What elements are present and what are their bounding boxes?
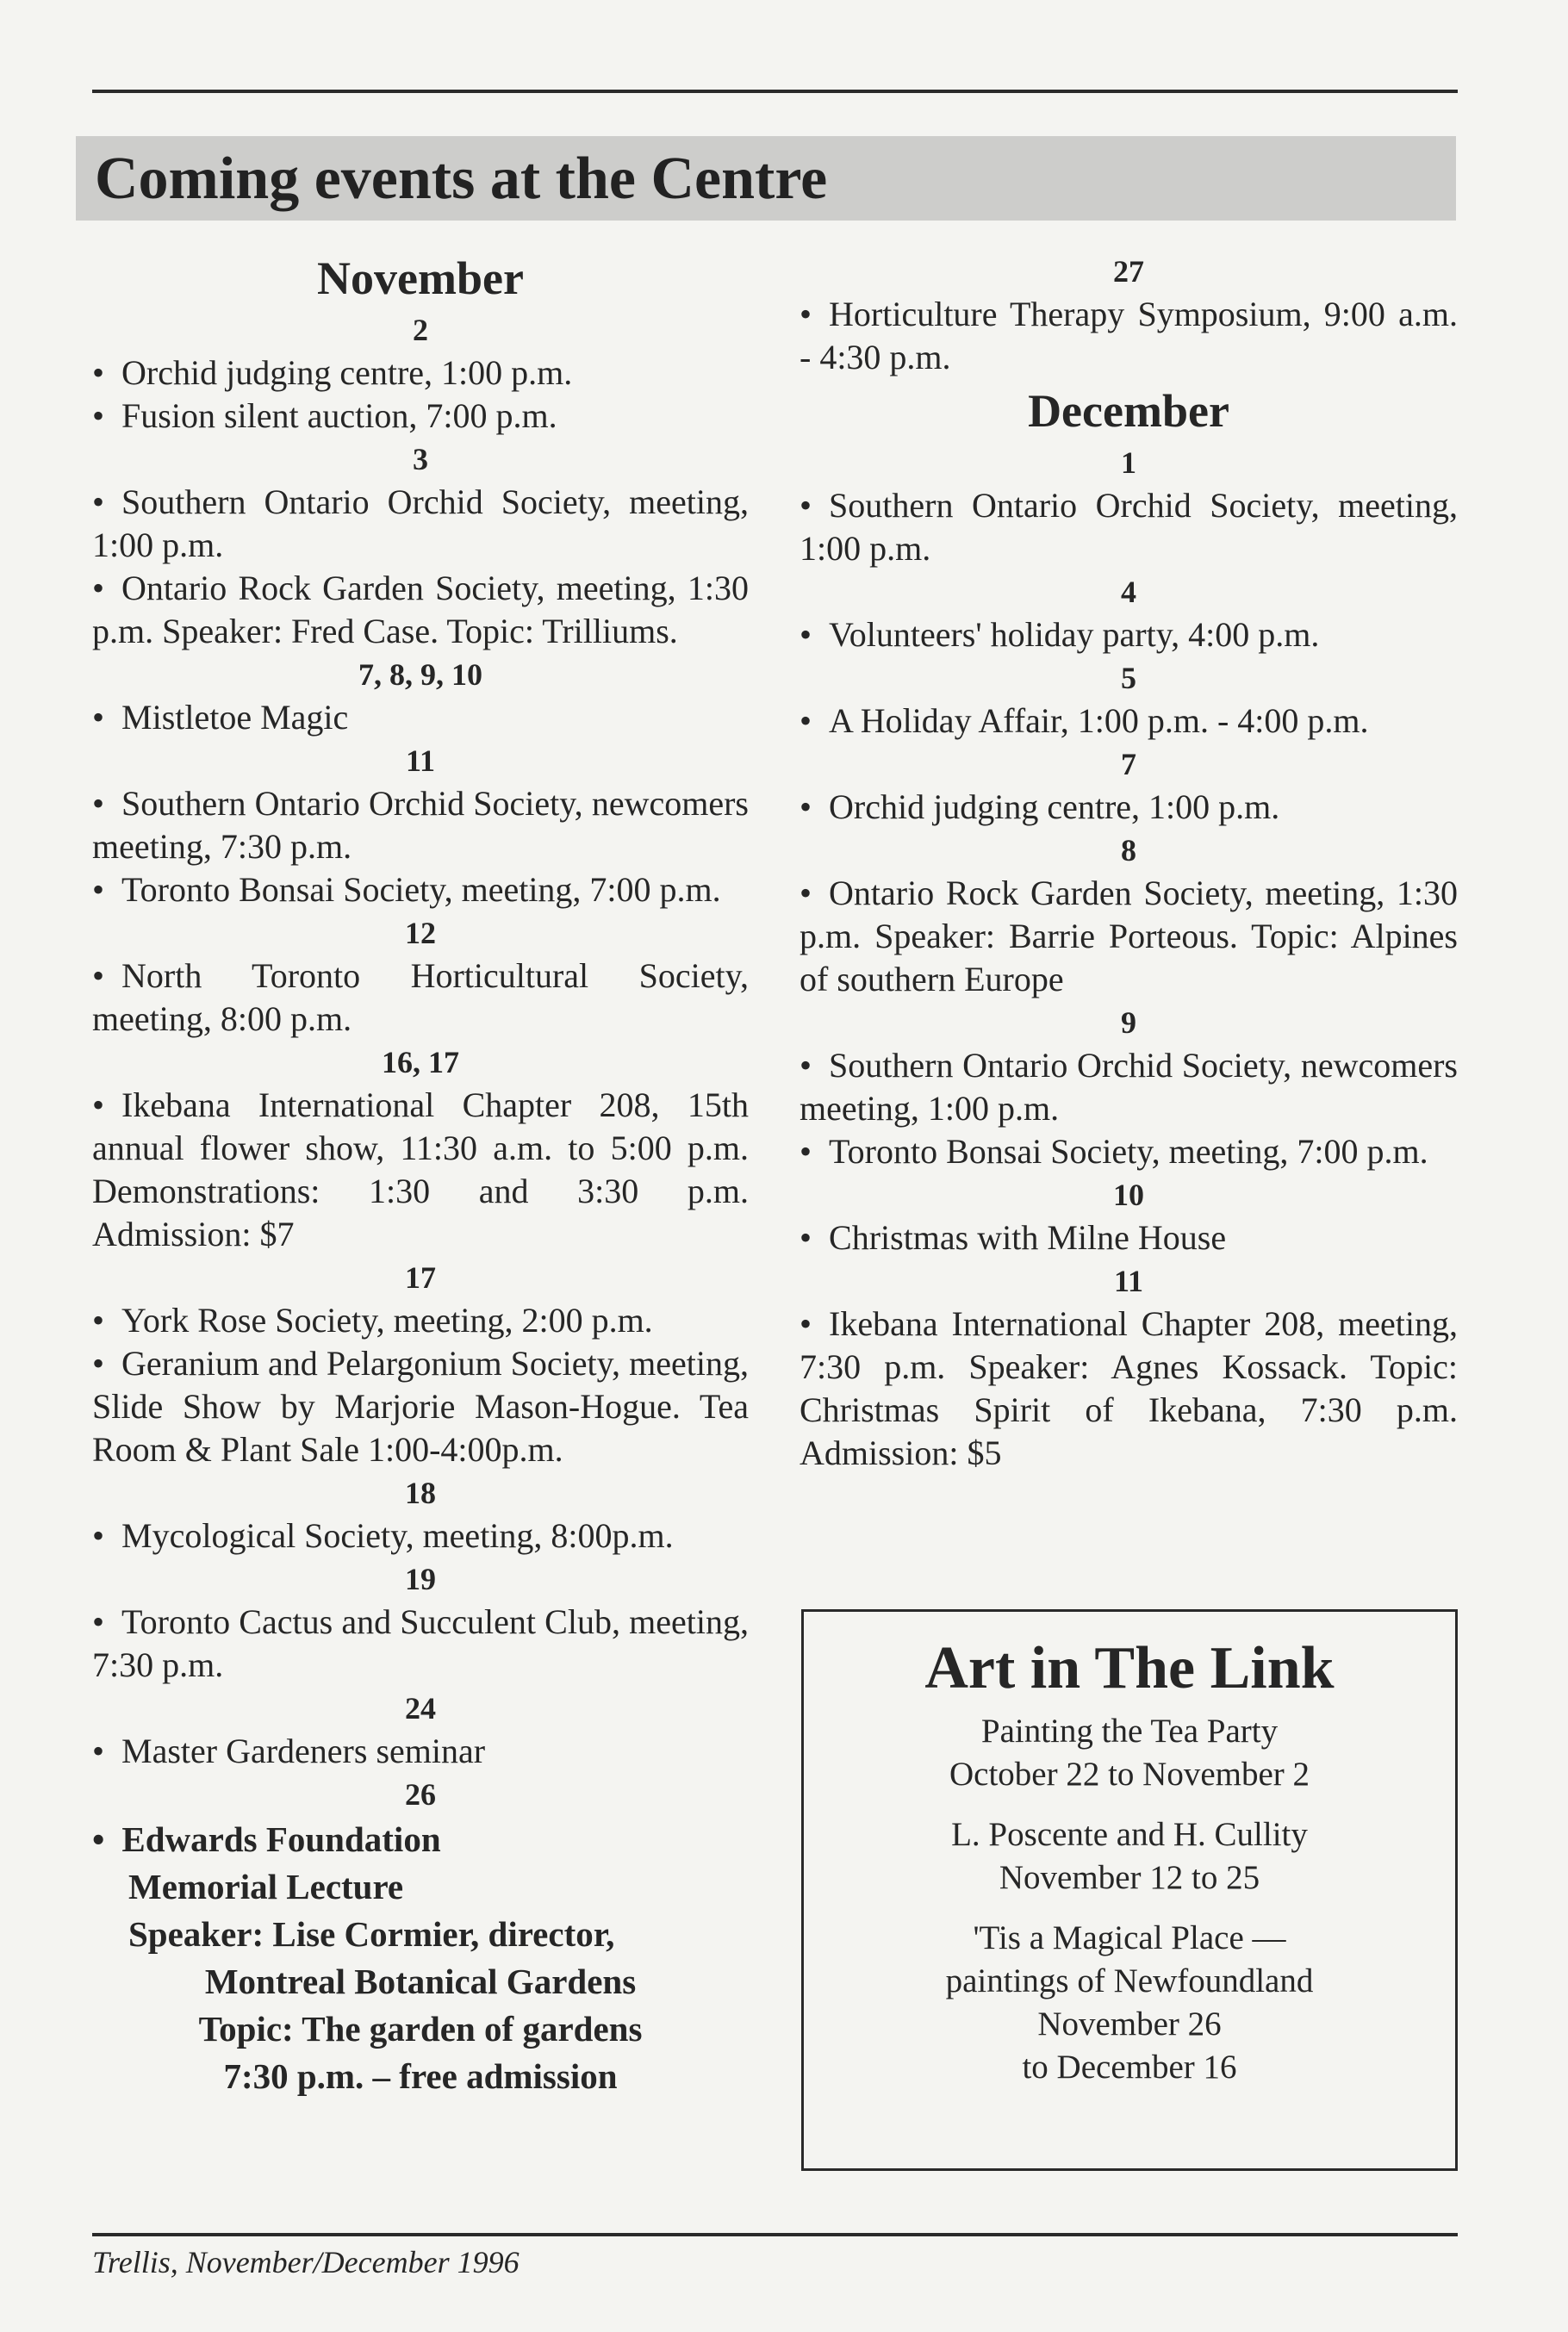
event-text: Ontario Rock Garden Society, meeting, 1:30 p.m. Speaker: Barrie Porteous. Topic: Alpines of southern Europe xyxy=(800,874,1458,998)
date-heading: 4 xyxy=(1121,575,1136,609)
bullet-icon: • xyxy=(92,353,105,392)
art-exhibit xyxy=(804,1710,1455,1796)
event-item xyxy=(92,1299,749,1342)
event-text: Fusion silent auction, 7:00 p.m. xyxy=(121,396,557,435)
event-item xyxy=(92,1342,749,1471)
event-text: Ikebana International Chapter 208, meeting, 7:30 p.m. Speaker: Agnes Kossack. Topic: Christmas Spirit of Ikebana, 7:30 p.m. Admission: $5 xyxy=(800,1304,1458,1472)
event-line-text: Edwards Foundation xyxy=(121,1819,441,1859)
event-line xyxy=(92,1816,749,1863)
date-heading: 8 xyxy=(1121,833,1136,868)
art-exhibit-line: November 12 to 25 xyxy=(999,1859,1260,1896)
left-column xyxy=(92,250,749,2100)
event-text: Toronto Bonsai Society, meeting, 7:00 p.m. xyxy=(121,870,721,909)
date-heading: 11 xyxy=(405,743,435,778)
event-text: Volunteers' holiday party, 4:00 p.m. xyxy=(829,615,1320,654)
event-line: Topic: The garden of gardens xyxy=(198,2009,643,2049)
date-heading: 9 xyxy=(1121,1005,1136,1040)
december-events xyxy=(800,441,1458,1475)
event-text: Christmas with Milne House xyxy=(829,1218,1227,1257)
event-text: A Holiday Affair, 1:00 p.m. - 4:00 p.m. xyxy=(829,701,1369,740)
bullet-icon: • xyxy=(800,486,812,525)
bullet-icon: • xyxy=(92,870,105,909)
date-heading: 3 xyxy=(413,442,428,476)
event-text: Southern Ontario Orchid Society, newcomers meeting, 7:30 p.m. xyxy=(92,784,749,866)
bullet-icon: • xyxy=(800,787,812,826)
date-heading: 19 xyxy=(405,1562,436,1596)
bullet-icon: • xyxy=(800,874,812,912)
event-item xyxy=(800,1216,1458,1259)
bullet-icon: • xyxy=(92,1732,105,1770)
event-text: Mistletoe Magic xyxy=(121,698,349,737)
event-item xyxy=(800,872,1458,1001)
event-item xyxy=(92,395,749,438)
event-line: 7:30 p.m. – free admission xyxy=(223,2056,618,2096)
event-text: Toronto Bonsai Society, meeting, 7:00 p.m. xyxy=(829,1132,1428,1171)
art-exhibit-line: to December 16 xyxy=(1022,2049,1237,2086)
art-in-the-link-box xyxy=(801,1609,1458,2171)
art-exhibit-line: October 22 to November 2 xyxy=(949,1756,1310,1793)
bullet-icon: • xyxy=(92,1516,105,1555)
art-exhibit-line: Painting the Tea Party xyxy=(980,1713,1279,1750)
date-heading: 17 xyxy=(405,1260,436,1295)
event-item xyxy=(92,1816,749,2100)
event-text: Southern Ontario Orchid Society, meeting, 1:00 p.m. xyxy=(92,482,749,564)
event-text: York Rose Society, meeting, 2:00 p.m. xyxy=(121,1301,653,1340)
footer-credit: Trellis, November/December 1996 xyxy=(92,2245,520,2279)
event-text: Orchid judging centre, 1:00 p.m. xyxy=(121,353,573,392)
date-heading: 26 xyxy=(405,1777,436,1812)
art-exhibit-line: November 26 xyxy=(1037,2006,1222,2043)
date-heading: 11 xyxy=(1113,1264,1143,1298)
event-text: Ontario Rock Garden Society, meeting, 1:30 p.m. Speaker: Fred Case. Topic: Trilliums. xyxy=(92,569,749,650)
date-heading: 5 xyxy=(1121,661,1136,695)
bullet-icon: • xyxy=(800,701,812,740)
event-item xyxy=(92,868,749,911)
event-line: Memorial Lecture xyxy=(128,1867,404,1906)
bullet-icon: • xyxy=(92,482,105,521)
event-text: Master Gardeners seminar xyxy=(121,1732,486,1770)
art-exhibit xyxy=(804,1813,1455,1900)
date-heading: 7, 8, 9, 10 xyxy=(358,657,482,692)
event-text: Horticulture Therapy Symposium, 9:00 a.m. - 4:30 p.m. xyxy=(800,295,1458,376)
event-text: Southern Ontario Orchid Society, newcomers meeting, 1:00 p.m. xyxy=(800,1046,1458,1128)
event-text: Orchid judging centre, 1:00 p.m. xyxy=(829,787,1280,826)
event-text: Mycological Society, meeting, 8:00p.m. xyxy=(121,1516,674,1555)
page-title: Coming events at the Centre xyxy=(95,146,828,212)
date-heading: 7 xyxy=(1121,747,1136,781)
bullet-icon: • xyxy=(800,1218,812,1257)
event-item xyxy=(92,696,749,739)
art-exhibit-line: L. Poscente and H. Cullity xyxy=(951,1816,1308,1853)
event-line: Speaker: Lise Cormier, director, xyxy=(128,1914,615,1954)
event-item xyxy=(92,1514,749,1558)
bullet-icon: • xyxy=(92,569,105,607)
bullet-icon: • xyxy=(92,1085,105,1124)
event-item xyxy=(92,481,749,567)
event-item xyxy=(92,1730,749,1773)
right-column xyxy=(800,250,1458,1475)
event-text: North Toronto Horticultural Society, meeting, 8:00 p.m. xyxy=(92,956,749,1038)
art-exhibit-line: 'Tis a Magical Place — xyxy=(973,1919,1286,1956)
event-text: Geranium and Pelargonium Society, meeting, Slide Show by Marjorie Mason-Hogue. Tea Room & Plant Sale 1:00-4:00p.m. xyxy=(92,1344,749,1469)
event-item xyxy=(92,1601,749,1687)
event-item xyxy=(92,1084,749,1256)
bullet-icon: • xyxy=(92,956,105,995)
bullet-icon: • xyxy=(92,1301,105,1340)
date-heading: 2 xyxy=(413,313,428,347)
date-heading: 24 xyxy=(405,1691,436,1726)
date-heading: 10 xyxy=(1113,1178,1144,1212)
art-box-title: Art in The Link xyxy=(924,1635,1335,1701)
date-heading: 27 xyxy=(1113,254,1144,289)
art-exhibit-line: paintings of Newfoundland xyxy=(945,1962,1314,1999)
bullet-icon: • xyxy=(92,1819,105,1859)
event-item xyxy=(800,1044,1458,1130)
month-heading-december: December xyxy=(1028,385,1229,437)
art-exhibit xyxy=(804,1917,1455,2089)
event-item xyxy=(800,484,1458,570)
top-rule xyxy=(92,90,1458,93)
november-events-continued xyxy=(800,250,1458,379)
event-text: Southern Ontario Orchid Society, meeting, 1:00 p.m. xyxy=(800,486,1458,568)
event-line: Montreal Botanical Gardens xyxy=(204,1962,637,2001)
bullet-icon: • xyxy=(800,1046,812,1085)
event-item xyxy=(92,567,749,653)
event-item xyxy=(92,782,749,868)
bottom-rule xyxy=(92,2233,1458,2236)
event-text: Toronto Cactus and Succulent Club, meeting, 7:30 p.m. xyxy=(92,1602,749,1684)
bullet-icon: • xyxy=(92,1602,105,1641)
bullet-icon: • xyxy=(800,295,812,333)
event-item xyxy=(800,1130,1458,1173)
date-heading: 12 xyxy=(405,916,436,950)
bullet-icon: • xyxy=(92,784,105,823)
event-item xyxy=(800,786,1458,829)
bullet-icon: • xyxy=(800,1132,812,1171)
event-item xyxy=(92,955,749,1041)
event-text: Ikebana International Chapter 208, 15th annual flower show, 11:30 a.m. to 5:00 p.m. Demonstrations: 1:30 and 3:30 p.m. Admission: $7 xyxy=(92,1085,749,1253)
title-banner xyxy=(76,136,1456,221)
date-heading: 1 xyxy=(1121,445,1136,480)
november-events xyxy=(92,308,749,2100)
date-heading: 18 xyxy=(405,1476,436,1510)
art-exhibit-list xyxy=(804,1710,1455,2089)
date-heading: 16, 17 xyxy=(382,1045,459,1079)
bullet-icon: • xyxy=(800,615,812,654)
bullet-icon: • xyxy=(92,1344,105,1383)
event-item xyxy=(800,1303,1458,1475)
month-heading-november: November xyxy=(317,252,524,304)
event-item xyxy=(800,613,1458,656)
event-item xyxy=(92,351,749,395)
bullet-icon: • xyxy=(800,1304,812,1343)
event-item xyxy=(800,293,1458,379)
event-item xyxy=(800,700,1458,743)
bullet-icon: • xyxy=(92,698,105,737)
bullet-icon: • xyxy=(92,396,105,435)
